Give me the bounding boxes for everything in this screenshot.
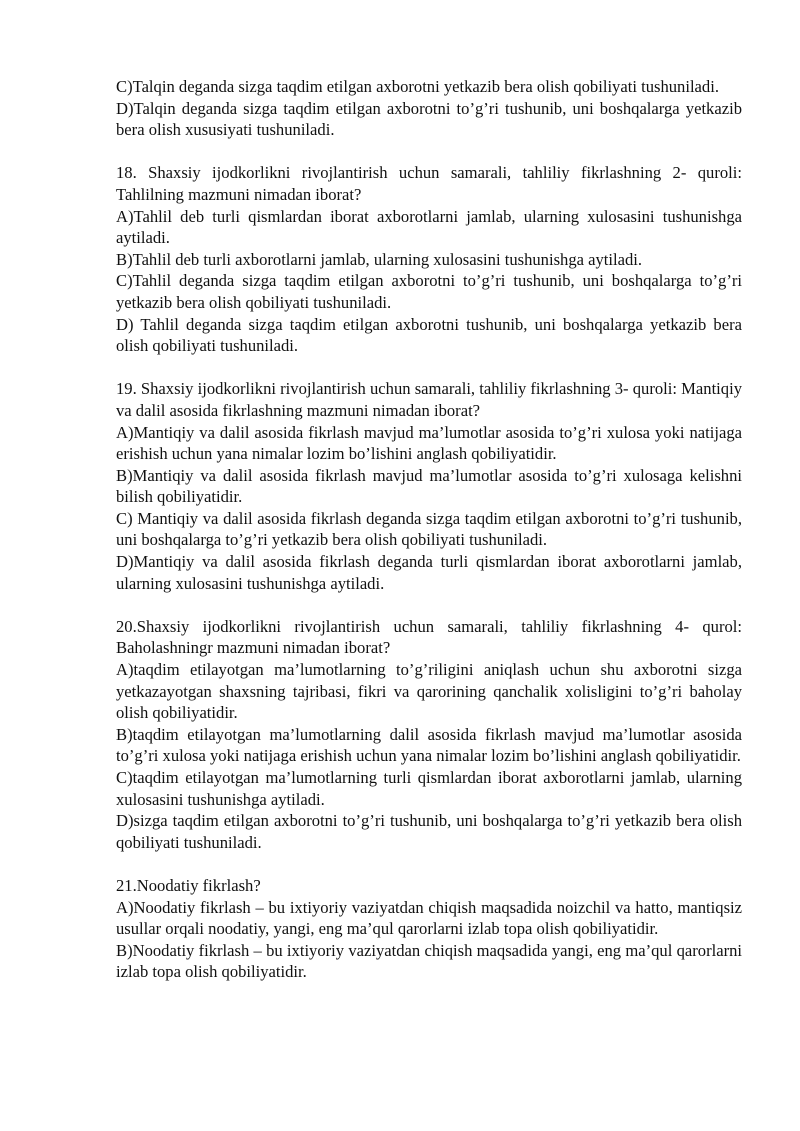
question-text: 21.Noodatiy fikrlash? bbox=[116, 875, 261, 895]
question-text: 18. Shaxsiy ijodkorlikni rivojlantirish uchun samarali, tahliliy fikrlashning 2- quroli: Tahlilning mazmuni nimadan iborat? bbox=[116, 163, 742, 204]
answer-option-b: B)Mantiqiy va dalil asosida fikrlash mavjud ma’lumotlar asosida to’g’ri xulosaga kelishni bilish qobiliyatidir. bbox=[116, 465, 742, 507]
answer-option-a: A)taqdim etilayotgan ma’lumotlarning to’g’riligini aniqlash uchun shu axborotni sizga yetkazayotgan shaxsning tajribasi, fikri va qarorining qanchalik xolisligini to’g’ri baholay olish qobiliyatidir. bbox=[116, 660, 742, 723]
question-text: 19. Shaxsiy ijodkorlikni rivojlantirish uchun samarali, tahliliy fikrlashning 3- quroli: Mantiqiy va dalil asosida fikrlashning mazmuni nimadan iborat? bbox=[116, 379, 742, 420]
text-block bbox=[116, 76, 742, 141]
question-19-block bbox=[116, 378, 742, 594]
answer-option-c: C)Talqin deganda sizga taqdim etilgan axborotni yetkazib bera olish qobiliyati tushuniladi. bbox=[116, 77, 719, 96]
answer-option-b: B)Noodatiy fikrlash – bu ixtiyoriy vaziyatdan chiqish maqsadida yangi, eng ma’qul qarorlarni izlab topa olish qobiliyatidir. bbox=[116, 940, 742, 982]
answer-option-d: D)Talqin deganda sizga taqdim etilgan axborotni to’g’ri tushunib, uni boshqalarga yetkazib bera olish xususiyati tushuniladi. bbox=[116, 98, 742, 140]
answer-option-c: C)taqdim etilayotgan ma’lumotlarning turli qismlardan iborat axborotlarni jamlab, ularning xulosasini tushunishga aytiladi. bbox=[116, 768, 742, 809]
answer-option-a: A)Tahlil deb turli qismlardan iborat axborotlarni jamlab, ularning xulosasini tushunishga aytiladi. bbox=[116, 206, 742, 248]
block-spacer bbox=[116, 594, 742, 616]
block-spacer bbox=[116, 853, 742, 875]
answer-option-b: B)taqdim etilayotgan ma’lumotlarning dalil asosida fikrlash mavjud ma’lumotlar asosida to’g’ri xulosa yoki natijaga erishish uchun yana nimalar lozim bo’lishini anglash qobiliyatidir. bbox=[116, 724, 742, 766]
answer-option-c: C)Tahlil deganda sizga taqdim etilgan axborotni to’g’ri tushunib, uni boshqalarga to’g’ri yetkazib bera olish qobiliyati tushuniladi. bbox=[116, 271, 742, 312]
question-21-block bbox=[116, 875, 742, 983]
question-text: 20.Shaxsiy ijodkorlikni rivojlantirish uchun samarali, tahliliy fikrlashning 4- qurol: Baholashningr mazmuni nimadan iborat? bbox=[116, 616, 742, 658]
answer-option-c: C) Mantiqiy va dalil asosida fikrlash deganda sizga taqdim etilgan axborotni to’g’ri tushunib, uni boshqalarga to’g’ri yetkazib bera olish qobiliyati tushuniladi. bbox=[116, 508, 742, 550]
answer-option-a: A)Noodatiy fikrlash – bu ixtiyoriy vaziyatdan chiqish maqsadida noizchil va hatto, mantiqsiz usullar orqali noodatiy, yangi, eng ma’qul qarorlarni izlab topa olish qobiliyatidir. bbox=[116, 897, 742, 939]
document-page bbox=[116, 76, 742, 983]
answer-option-a: A)Mantiqiy va dalil asosida fikrlash mavjud ma’lumotlar asosida to’g’ri xulosa yoki natijaga erishish uchun yana nimalar lozim bo’lishini anglash qobiliyatidir. bbox=[116, 422, 742, 464]
block-spacer bbox=[116, 141, 742, 163]
answer-option-d: D)Mantiqiy va dalil asosida fikrlash deganda turli qismlardan iborat axborotlarni jamlab, ularning xulosasini tushunishga aytiladi. bbox=[116, 552, 742, 593]
block-spacer bbox=[116, 357, 742, 379]
answer-option-d: D) Tahlil deganda sizga taqdim etilgan axborotni tushunib, uni boshqalarga yetkazib bera olish qobiliyati tushuniladi. bbox=[116, 314, 742, 356]
question-20-block bbox=[116, 616, 742, 854]
answer-option-b: B)Tahlil deb turli axborotlarni jamlab, ularning xulosasini tushunishga aytiladi. bbox=[116, 249, 643, 269]
question-18-block bbox=[116, 162, 742, 356]
answer-option-d: D)sizga taqdim etilgan axborotni to’g’ri tushunib, uni boshqalarga to’g’ri yetkazib bera olish qobiliyati tushuniladi. bbox=[116, 811, 742, 852]
